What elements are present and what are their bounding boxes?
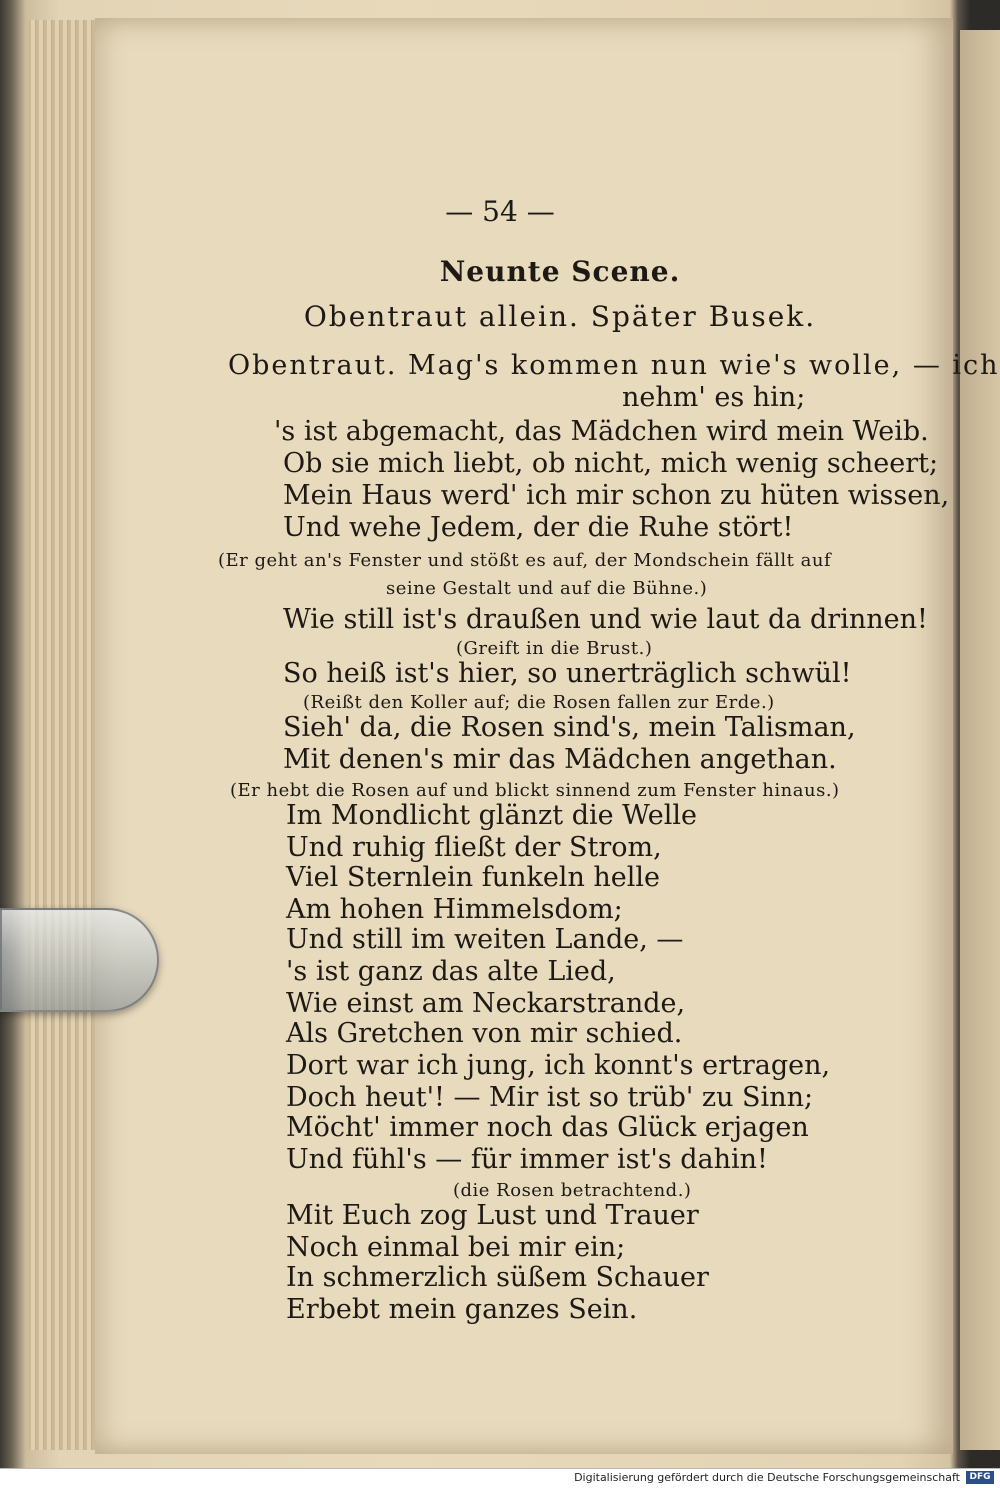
page-holder-clip [0,908,159,1012]
verse-line: In schmerzlich süßem Schauer [286,1262,709,1293]
verse-line: Als Gretchen von mir schied. [286,1018,683,1049]
stage-direction: (Er hebt die Rosen auf und blickt sinnend zum Fenster hinaus.) [230,780,840,801]
verse-line: So heiß ist's hier, so unerträglich schwül! [283,658,852,689]
verse-line: 's ist ganz das alte Lied, [286,956,616,987]
verse-line: Wie still ist's draußen und wie laut da drinnen! [283,604,928,635]
page-edges [28,20,98,1450]
stage-direction: seine Gestalt und auf die Bühne.) [386,578,708,599]
speaker-line: Obentraut. Mag's kommen nun wie's wolle, — ich [228,350,1000,381]
verse-line: Mein Haus werd' ich mir schon zu hüten wissen, [283,480,950,511]
scene-subtitle: Obentraut allein. Später Busek. [303,300,817,333]
verse-line: Noch einmal bei mir ein; [286,1232,626,1263]
dfg-logo: DFG [966,1471,994,1484]
verse-line: Dort war ich jung, ich konnt's ertragen, [286,1050,831,1081]
stage-direction: (Greift in die Brust.) [456,638,653,659]
verse-line: Und wehe Jedem, der die Ruhe stört! [283,512,794,543]
footer-bar [0,1468,1000,1488]
stage-direction: (Er geht an's Fenster und stößt es auf, der Mondschein fällt auf [218,550,832,571]
verse-line: Und fühl's — für immer ist's dahin! [286,1144,768,1175]
scene-title: Neunte Scene. [439,255,681,288]
footer-credit: Digitalisierung gefördert durch die Deutsche Forschungsgemeinschaft [574,1471,960,1484]
verse-line: Ob sie mich liebt, ob nicht, mich wenig scheert; [283,448,939,479]
verse-line: 's ist abgemacht, das Mädchen wird mein Weib. [274,416,929,447]
verse-line: Möcht' immer noch das Glück erjagen [286,1112,809,1143]
stage-direction: (die Rosen betrachtend.) [453,1180,692,1201]
verse-line: Viel Sternlein funkeln helle [286,862,661,893]
verse-line: Und ruhig fließt der Strom, [286,832,662,863]
verse-line: Am hohen Himmelsdom; [286,894,623,925]
verse-line: Mit Euch zog Lust und Trauer [286,1200,699,1231]
verse-line: nehm' es hin; [622,382,806,413]
page-number: — 54 — [445,195,555,228]
verse-line: Doch heut'! — Mir ist so trüb' zu Sinn; [286,1082,814,1113]
verse-line: Und still im weiten Lande, — [286,924,684,955]
verse-line: Mit denen's mir das Mädchen angethan. [283,744,837,775]
verse-line: Sieh' da, die Rosen sind's, mein Talisman, [283,712,856,743]
verse-line: Im Mondlicht glänzt die Welle [286,800,697,831]
verse-line: Wie einst am Neckarstrande, [286,988,686,1019]
facing-page-edge [960,30,1000,1450]
verse-line: Erbebt mein ganzes Sein. [286,1294,638,1325]
stage-direction: (Reißt den Koller auf; die Rosen fallen zur Erde.) [303,692,775,713]
